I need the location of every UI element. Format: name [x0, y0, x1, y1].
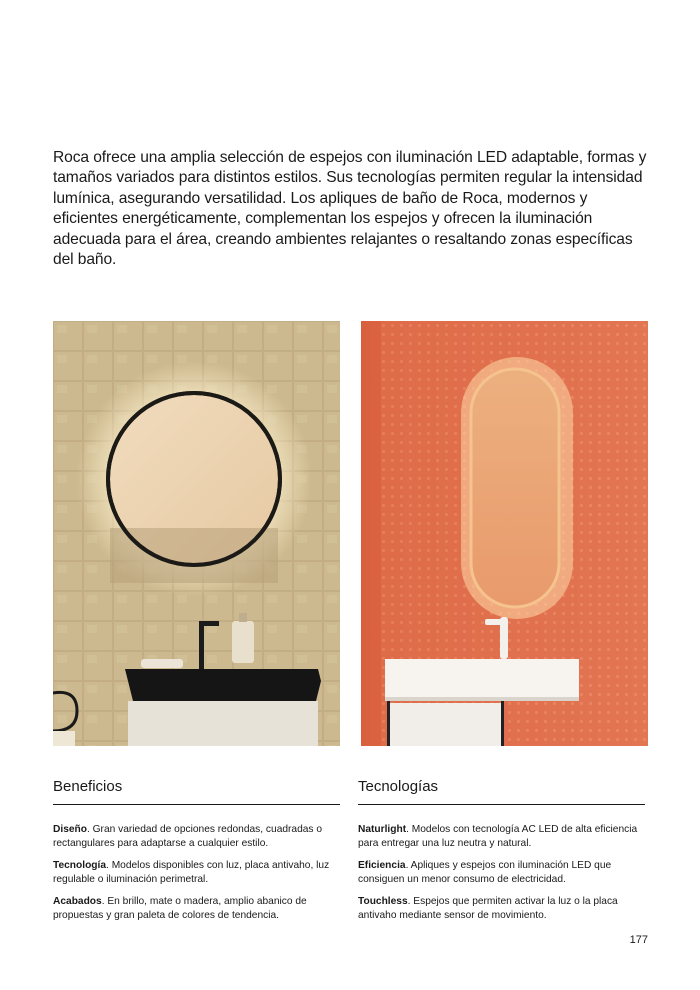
tecnologias-section — [358, 778, 645, 932]
beneficio-item: Tecnología. Modelos disponibles con luz, placa antivaho, luz regulable o iluminación perimetral. — [53, 860, 330, 885]
beneficios-section — [53, 778, 340, 932]
tecnologia-item: Touchless. Espejos que permiten activar la luz o la placa antivaho mediante sensor de movimiento. — [358, 896, 618, 921]
beneficio-item: Acabados. En brillo, mate o madera, amplio abanico de propuestas y gran paleta de colores de tendencia. — [53, 896, 307, 921]
capsule-mirror-photo — [361, 321, 648, 746]
round-mirror-photo — [53, 321, 340, 746]
tecnologia-item: Eficiencia. Apliques y espejos con iluminación LED que consiguen un menor consumo de electricidad. — [358, 860, 612, 885]
intro-paragraph: Roca ofrece una amplia selección de espejos con iluminación LED adaptable, formas y tamaños variados para distintos estilos. Sus tecnologías permiten regular la intensidad lumínica, asegurando versatilidad. Los apliques de baño de Roca, modernos y eficientes energéticamente, complementan los espejos y ofrecen la iluminación adecuada para el área, creando ambientes relajantes o resaltando zonas específicas del baño. — [53, 149, 647, 269]
tecnologias-heading: Tecnologías — [358, 778, 645, 805]
page-number: 177 — [629, 934, 648, 946]
beneficios-heading: Beneficios — [53, 778, 340, 805]
tecnologia-item: Naturlight. Modelos con tecnología AC LED de alta eficiencia para entregar una luz neutra y natural. — [358, 824, 638, 849]
beneficio-item: Diseño. Gran variedad de opciones redondas, cuadradas o rectangulares para adaptarse a cualquier estilo. — [53, 824, 323, 849]
